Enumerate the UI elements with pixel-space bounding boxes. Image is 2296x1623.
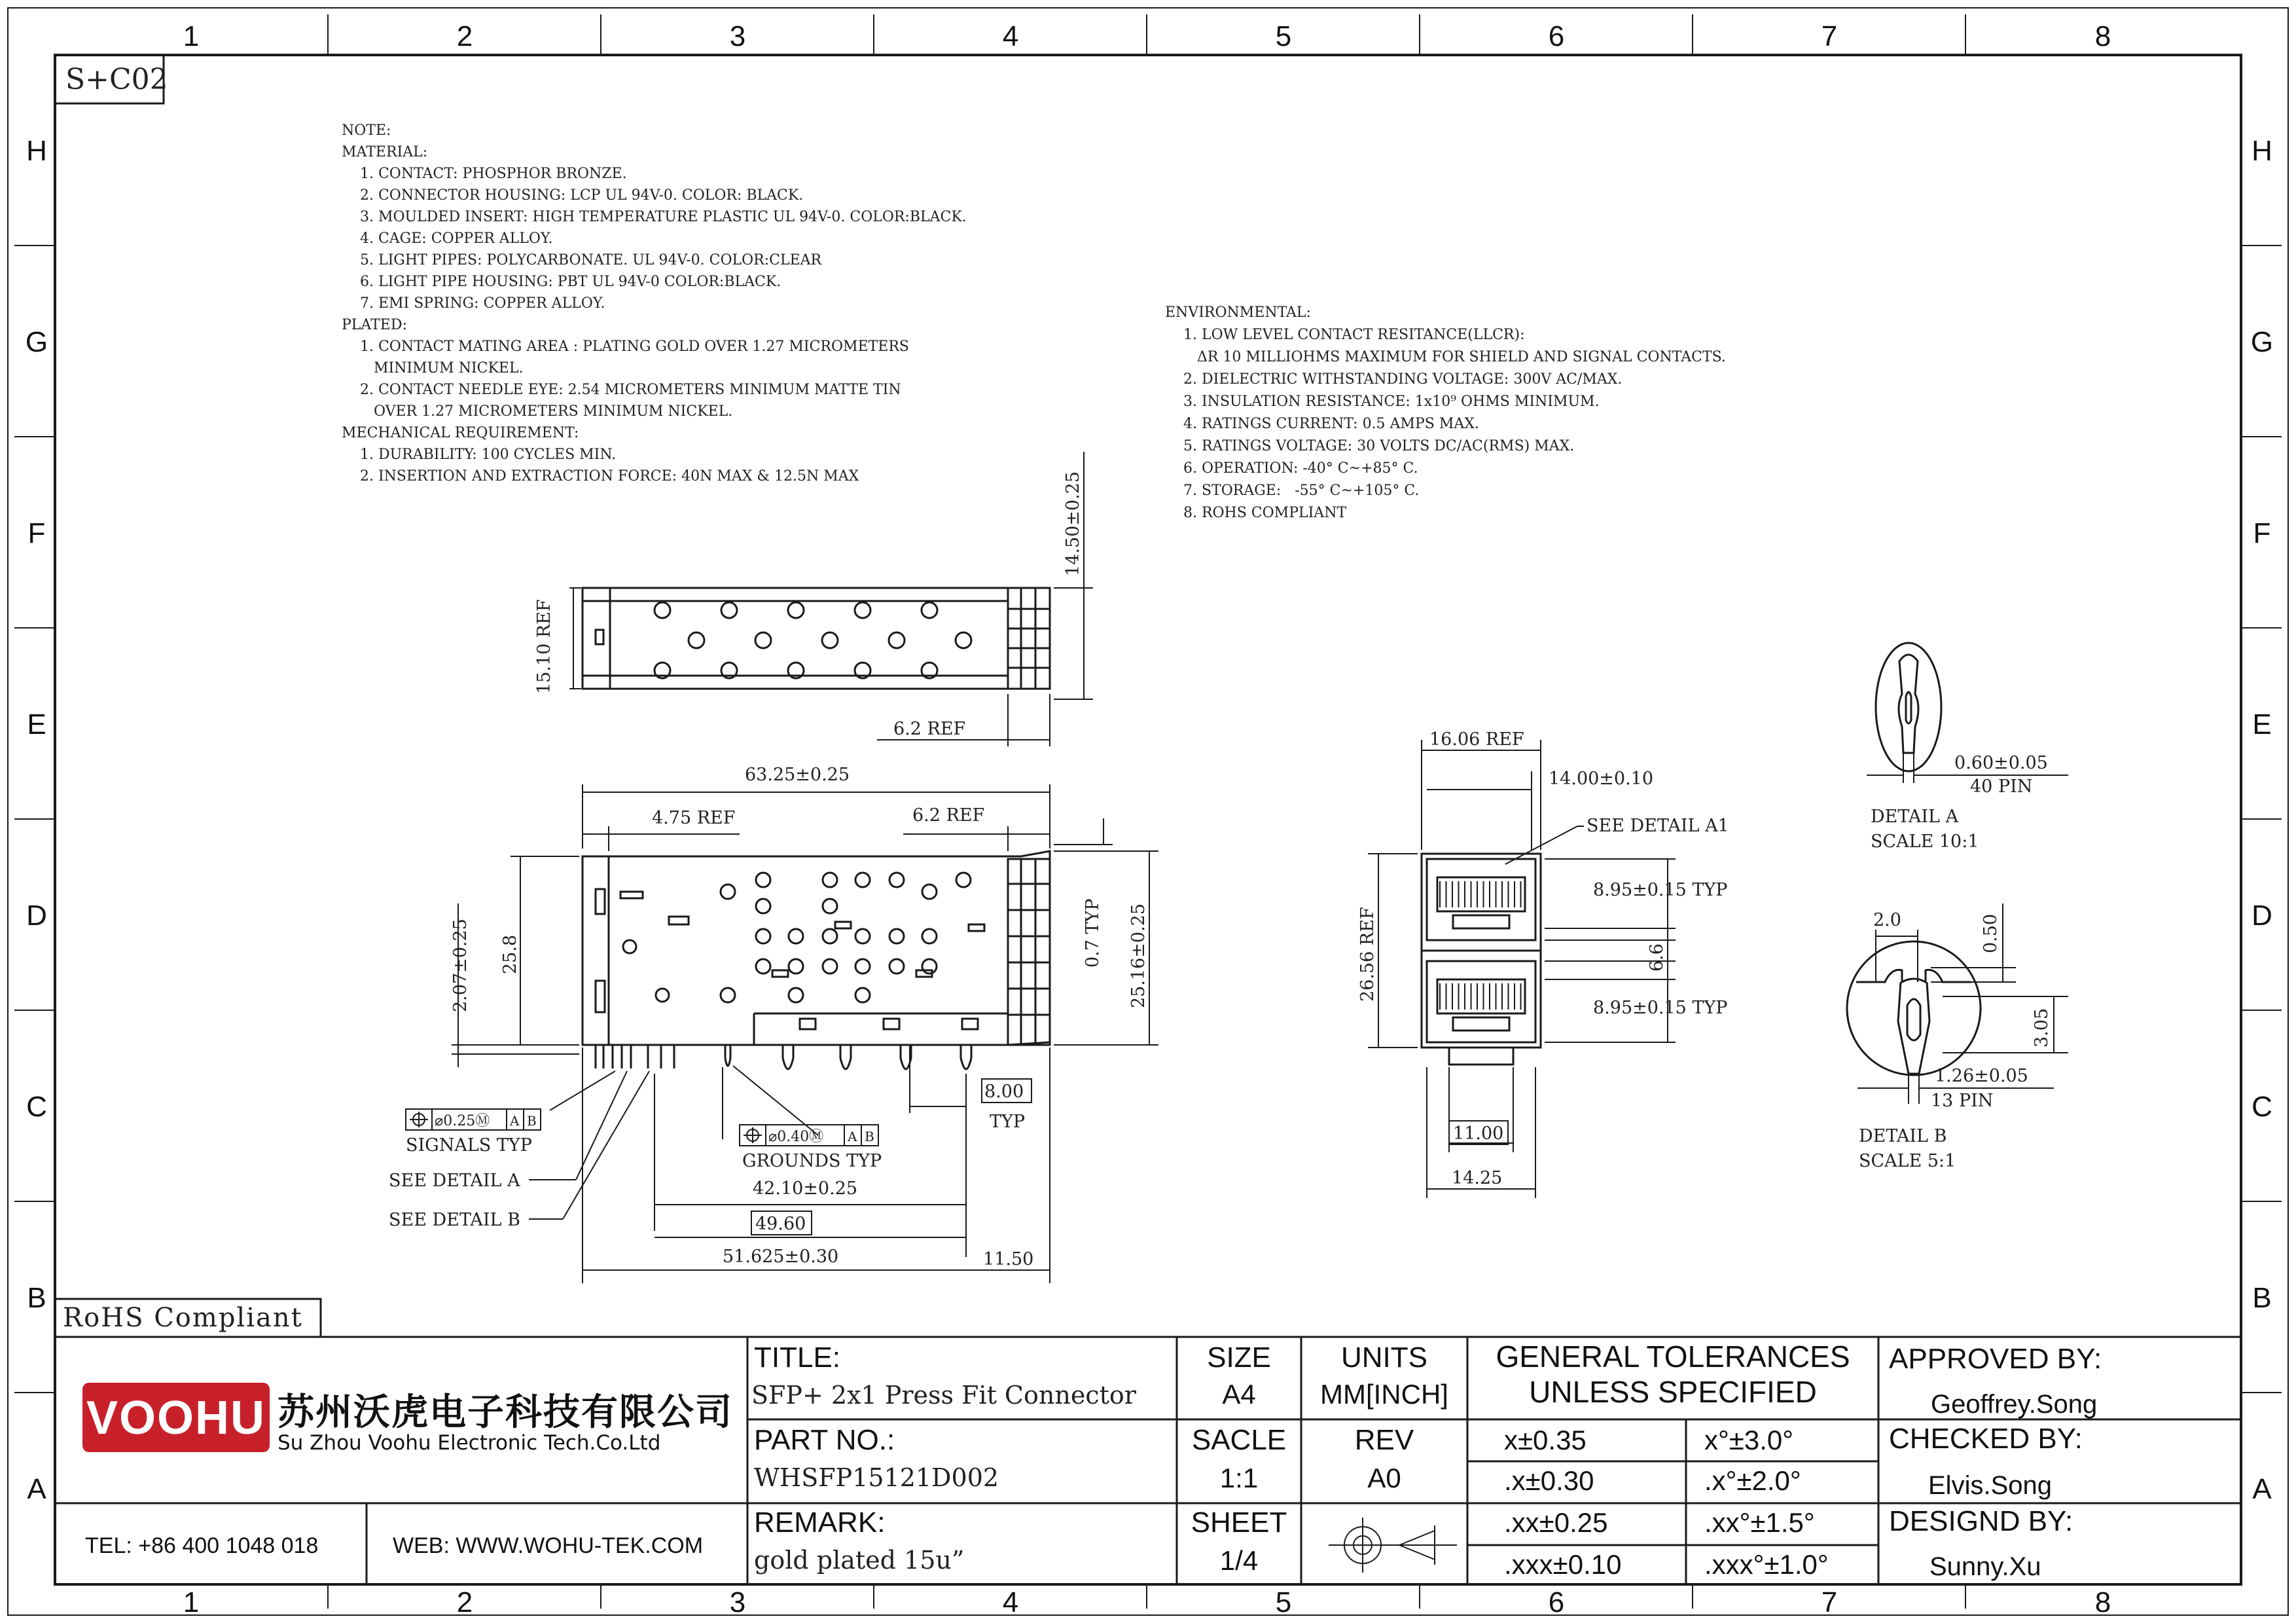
dim-h-07: 0.7 TYP: [1083, 898, 1103, 968]
zone-row-d-right: D: [2251, 900, 2272, 932]
environmental-line: 8. ROHS COMPLIANT: [1165, 505, 1347, 521]
company-cn: 苏州沃虎电子科技有限公司: [278, 1391, 733, 1434]
dim-front-895b: 8.95±0.15 TYP: [1593, 998, 1728, 1018]
dim-h-207: 2.07±0.25: [450, 919, 471, 1012]
company-en: Su Zhou Voohu Electronic Tech.Co.Ltd: [278, 1431, 661, 1455]
tol-2x-deg: .xx°±1.5°: [1704, 1507, 1815, 1538]
detail-a: [1876, 643, 1941, 771]
tol-3x: .xxx±0.10: [1504, 1549, 1622, 1580]
zone-row-h: H: [26, 135, 47, 167]
notes-line: 2. CONNECTOR HOUSING: LCP UL 94V-0. COLOR: BLACK.: [342, 187, 804, 204]
notes-line: 2. INSERTION AND EXTRACTION FORCE: 40N MAX & 12.5N MAX: [342, 468, 859, 484]
dim-front-1100: 11.00: [1453, 1123, 1504, 1144]
rev-label: REV: [1354, 1424, 1414, 1456]
dim-h-258: 25.8: [500, 934, 520, 974]
checked-value: Elvis.Song: [1928, 1471, 2052, 1500]
tol-title-1: GENERAL TOLERANCES: [1496, 1340, 1850, 1374]
notes-line: 1. DURABILITY: 100 CYCLES MIN.: [342, 447, 617, 463]
notes-line: 2. CONTACT NEEDLE EYE: 2.54 MICROMETERS MINIMUM MATTE TIN: [342, 382, 901, 398]
environmental-line: ENVIRONMENTAL:: [1165, 304, 1311, 321]
dim-h-2516: 25.16±0.25: [1128, 903, 1149, 1008]
environmental-line: ΔR 10 MILLIOHMS MAXIMUM FOR SHIELD AND SIGNAL CONTACTS.: [1165, 349, 1726, 365]
partno-value: WHSFP15121D002: [754, 1463, 999, 1492]
front-view-grille: [1440, 881, 1521, 1010]
zone-row-h-right: H: [2251, 135, 2272, 167]
size-label: SIZE: [1207, 1341, 1271, 1374]
notes-line: MECHANICAL REQUIREMENT:: [342, 425, 579, 441]
dim-detb-050: 0.50: [1981, 913, 2001, 953]
zone-row-a-right: A: [2252, 1473, 2272, 1505]
top-view-dims: [569, 452, 1093, 746]
partno-label: PART NO.:: [754, 1424, 895, 1456]
zone-row-e: E: [27, 708, 46, 740]
signals-tolerance: ⌀0.25Ⓜ: [435, 1113, 490, 1129]
dim-box-8: 8.00: [984, 1082, 1024, 1102]
zone-col-4: 4: [1002, 20, 1019, 52]
zone-row-f-right: F: [2253, 517, 2271, 549]
see-detail-a: SEE DETAIL A: [389, 1171, 520, 1191]
dim-deta-060: 0.60±0.05: [1954, 753, 2048, 773]
notes-line: 4. CAGE: COPPER ALLOY.: [342, 230, 553, 247]
top-view: [583, 588, 1050, 689]
detail-b-title: DETAIL B: [1859, 1126, 1947, 1146]
see-detail-b: SEE DETAIL B: [389, 1210, 520, 1230]
detail-b: [1847, 941, 1981, 1075]
dim-box-4960: 49.60: [755, 1214, 806, 1234]
dim-ref-475: 4.75 REF: [652, 808, 736, 828]
dim-front-1400: 14.00±0.10: [1549, 769, 1654, 789]
remark-label: REMARK:: [754, 1506, 886, 1539]
dim-top-tail: 6.2 REF: [893, 719, 966, 739]
zone-col-5-bottom: 5: [1275, 1586, 1292, 1618]
zone-row-a: A: [27, 1473, 46, 1505]
dim-detb-13pin: 13 PIN: [1931, 1091, 1994, 1111]
dim-detb-20: 2.0: [1873, 910, 1901, 930]
scale-value: 1:1: [1219, 1463, 1259, 1493]
zone-col-6-bottom: 6: [1548, 1586, 1565, 1618]
sheet-label: SHEET: [1191, 1506, 1287, 1539]
signals-datum-b: B: [527, 1113, 537, 1129]
notes-line: MINIMUM NICKEL.: [342, 360, 524, 376]
notes-line: 1. CONTACT MATING AREA : PLATING GOLD OVER 1.27 MICROMETERS: [342, 338, 909, 355]
zone-row-b-right: B: [2252, 1282, 2272, 1314]
zone-col-6: 6: [1548, 20, 1565, 52]
zone-col-8-bottom: 8: [2094, 1586, 2111, 1618]
environmental-line: 3. INSULATION RESISTANCE: 1x10⁹ OHMS MINIMUM.: [1165, 393, 1600, 410]
notes-line: PLATED:: [342, 317, 407, 333]
notes-line: 3. MOULDED INSERT: HIGH TEMPERATURE PLASTIC UL 94V-0. COLOR:BLACK.: [342, 209, 967, 225]
notes-line: MATERIAL:: [342, 144, 428, 160]
grounds-datum-b: B: [865, 1129, 874, 1144]
zone-col-1-bottom: 1: [183, 1586, 200, 1618]
tol-title-2: UNLESS SPECIFIED: [1529, 1375, 1817, 1409]
scale-label: SACLE: [1191, 1424, 1287, 1456]
signals-typ: SIGNALS TYP: [406, 1135, 532, 1156]
dim-front-66: 6.6: [1647, 943, 1667, 972]
side-view: [583, 851, 1050, 1069]
approved-label: APPROVED BY:: [1889, 1343, 2102, 1375]
zone-row-c-right: C: [2251, 1091, 2272, 1123]
environmental-line: 2. DIELECTRIC WITHSTANDING VOLTAGE: 300V AC/MAX.: [1165, 371, 1623, 388]
zone-row-e-right: E: [2252, 708, 2272, 740]
zone-col-5: 5: [1275, 20, 1292, 52]
dim-overall-length: 63.25±0.25: [745, 765, 850, 785]
zone-col-8: 8: [2094, 20, 2111, 52]
rev-value: A0: [1367, 1463, 1401, 1493]
tol-x: x±0.35: [1504, 1425, 1587, 1455]
zone-col-2-bottom: 2: [456, 1586, 473, 1618]
sheet-tag: S+C02: [65, 63, 168, 96]
tol-1x: .x±0.30: [1504, 1465, 1594, 1496]
detail-b-scale: SCALE 5:1: [1859, 1151, 1956, 1171]
dim-top-side: 14.50±0.25: [1063, 471, 1083, 576]
tel: TEL: +86 400 1048 018: [85, 1533, 319, 1558]
zone-row-d: D: [26, 900, 47, 932]
notes-line: OVER 1.27 MICROMETERS MINIMUM NICKEL.: [342, 403, 733, 420]
tol-x-deg: x°±3.0°: [1704, 1425, 1794, 1455]
title-value: SFP+ 2x1 Press Fit Connector: [751, 1381, 1136, 1410]
design-label: DESIGND BY:: [1889, 1505, 2073, 1537]
zone-row-g-right: G: [2250, 326, 2274, 358]
dim-ref-62: 6.2 REF: [912, 805, 985, 826]
environmental-block: [1165, 304, 1726, 521]
zone-col-7: 7: [1821, 20, 1838, 52]
dim-detb-305: 3.05: [2032, 1008, 2052, 1048]
sheet-value: 1/4: [1219, 1545, 1259, 1576]
units-label: UNITS: [1341, 1341, 1427, 1374]
dim-1150: 11.50: [983, 1249, 1034, 1269]
environmental-line: 6. OPERATION: -40° C~+85° C.: [1165, 460, 1418, 477]
dim-front-2656: 26.56 REF: [1357, 907, 1378, 1002]
grounds-tolerance: ⌀0.40Ⓜ: [768, 1129, 824, 1145]
environmental-line: 4. RATINGS CURRENT: 0.5 AMPS MAX.: [1165, 416, 1479, 432]
dim-front-1425: 14.25: [1452, 1168, 1503, 1188]
zone-col-3: 3: [729, 20, 746, 52]
environmental-line: 5. RATINGS VOLTAGE: 30 VOLTS DC/AC(RMS) MAX.: [1165, 438, 1575, 454]
zone-row-c: C: [26, 1091, 47, 1123]
dim-top-height: 15.10 REF: [534, 599, 554, 694]
notes-line: 1. CONTACT: PHOSPHOR BRONZE.: [342, 166, 627, 182]
side-view-dims: [452, 784, 1158, 1283]
dim-detb-126: 1.26±0.05: [1935, 1066, 2028, 1086]
dim-4210: 42.10±0.25: [753, 1178, 858, 1199]
front-view-dims: [1368, 740, 1676, 1198]
title-label: TITLE:: [754, 1341, 841, 1374]
zone-row-g: G: [25, 326, 48, 358]
units-value: MM[INCH]: [1320, 1379, 1448, 1410]
dim-typ: TYP: [990, 1112, 1025, 1132]
approved-value: Geoffrey.Song: [1931, 1390, 2098, 1419]
zone-col-2: 2: [456, 20, 473, 52]
design-value: Sunny.Xu: [1929, 1552, 2041, 1581]
environmental-line: 1. LOW LEVEL CONTACT RESITANCE(LLCR):: [1165, 327, 1525, 343]
grounds-typ: GROUNDS TYP: [742, 1151, 882, 1171]
see-detail-a1: SEE DETAIL A1: [1587, 816, 1729, 836]
checked-label: CHECKED BY:: [1889, 1423, 2083, 1455]
signals-datum-a: A: [510, 1113, 520, 1129]
tol-3x-deg: .xxx°±1.0°: [1704, 1549, 1829, 1580]
notes-block: [342, 122, 967, 484]
dim-deta-40pin: 40 PIN: [1970, 776, 2033, 797]
dim-front-1606: 16.06 REF: [1429, 729, 1524, 750]
notes-line: 5. LIGHT PIPES: POLYCARBONATE. UL 94V-0. COLOR:CLEAR: [342, 252, 822, 268]
zone-row-b: B: [27, 1282, 46, 1314]
projection-symbol-icon: [1329, 1518, 1457, 1573]
notes-line: 6. LIGHT PIPE HOUSING: PBT UL 94V-0 COLOR:BLACK.: [342, 274, 781, 290]
rohs-label: RoHS Compliant: [63, 1303, 303, 1333]
grounds-datum-a: A: [848, 1129, 857, 1144]
detail-a-scale: SCALE 10:1: [1871, 831, 1979, 852]
dim-51625: 51.625±0.30: [723, 1247, 839, 1267]
zone-col-3-bottom: 3: [729, 1586, 746, 1618]
tol-2x: .xx±0.25: [1504, 1507, 1608, 1538]
notes-line: NOTE:: [342, 122, 391, 139]
zone-row-f: F: [27, 517, 46, 549]
notes-line: 7. EMI SPRING: COPPER ALLOY.: [342, 295, 605, 312]
dim-front-895a: 8.95±0.15 TYP: [1593, 880, 1728, 900]
environmental-line: 7. STORAGE: -55° C~+105° C.: [1165, 483, 1420, 499]
web[interactable]: WEB: WWW.WOHU-TEK.COM: [393, 1533, 704, 1558]
logo-text: VOOHU: [86, 1392, 266, 1444]
zone-col-1: 1: [183, 20, 200, 52]
detail-a-title: DETAIL A: [1871, 807, 1959, 827]
tol-1x-deg: .x°±2.0°: [1704, 1465, 1801, 1496]
zone-col-7-bottom: 7: [1821, 1586, 1838, 1618]
size-value: A4: [1222, 1379, 1256, 1410]
zone-col-4-bottom: 4: [1002, 1586, 1019, 1618]
remark-value: gold plated 15u”: [754, 1546, 965, 1575]
